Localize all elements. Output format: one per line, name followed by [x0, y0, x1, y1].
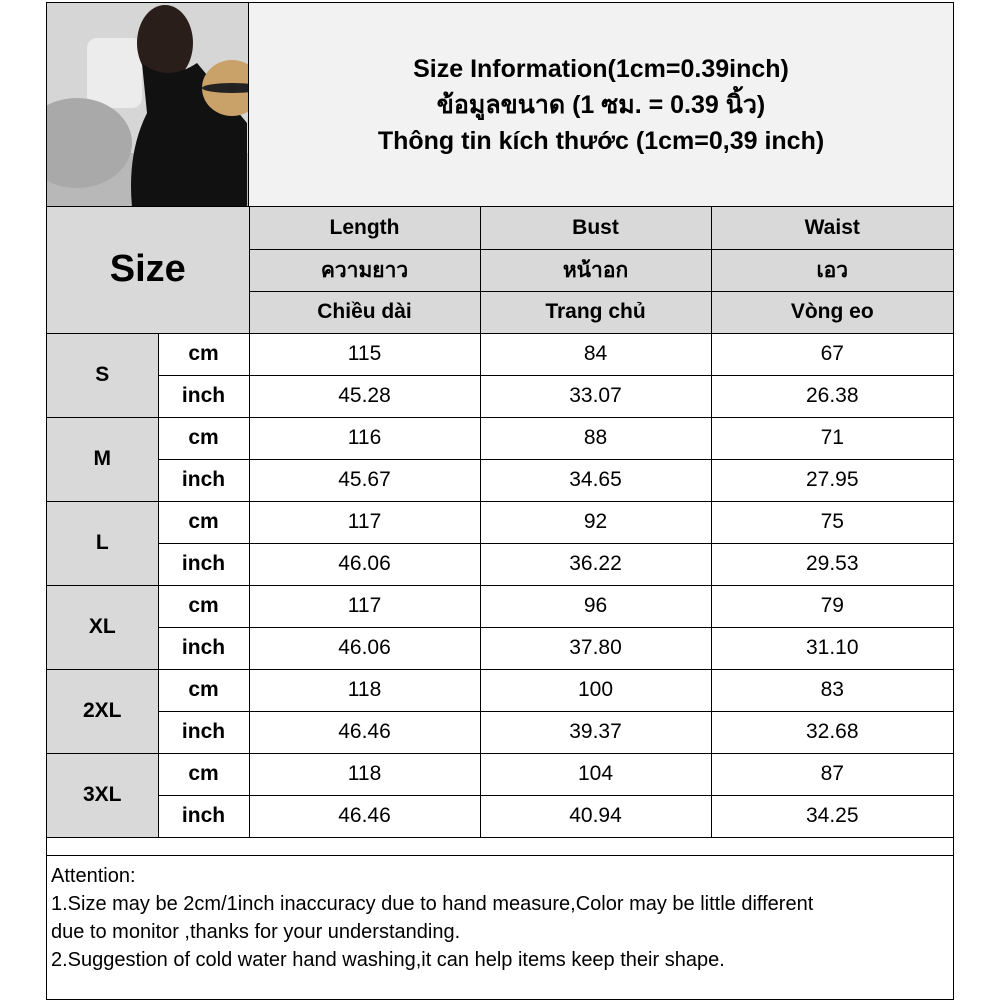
size-header: Size — [47, 207, 249, 333]
title-vietnamese: Thông tin kích thước (1cm=0,39 inch) — [377, 126, 825, 155]
header-row-english — [47, 207, 953, 249]
bust-cm: 104 — [480, 753, 711, 795]
col-bust-th: หน้าอก — [480, 249, 711, 291]
size-s: S — [47, 333, 158, 417]
size-table — [47, 207, 953, 838]
col-bust-en: Bust — [480, 207, 711, 249]
waist-inch: 29.53 — [711, 543, 953, 585]
table-row — [47, 669, 953, 711]
size-m: M — [47, 417, 158, 501]
length-inch: 45.28 — [249, 375, 480, 417]
length-cm: 115 — [249, 333, 480, 375]
unit-cm: cm — [158, 585, 249, 627]
title-english: Size Information(1cm=0.39inch) — [413, 54, 789, 83]
length-cm: 118 — [249, 753, 480, 795]
length-inch: 45.67 — [249, 459, 480, 501]
table-row — [47, 753, 953, 795]
length-cm: 118 — [249, 669, 480, 711]
size-xl: XL — [47, 585, 158, 669]
bust-inch: 36.22 — [480, 543, 711, 585]
col-length-vi: Chiều dài — [249, 291, 480, 333]
size-chart — [46, 2, 954, 1000]
waist-inch: 27.95 — [711, 459, 953, 501]
attention-notes — [47, 855, 953, 999]
col-length-th: ความยาว — [249, 249, 480, 291]
table-row — [47, 585, 953, 627]
table-row — [47, 795, 953, 837]
bust-cm: 96 — [480, 585, 711, 627]
bust-inch: 37.80 — [480, 627, 711, 669]
length-cm: 117 — [249, 501, 480, 543]
bust-inch: 33.07 — [480, 375, 711, 417]
unit-inch: inch — [158, 627, 249, 669]
bust-cm: 88 — [480, 417, 711, 459]
unit-cm: cm — [158, 417, 249, 459]
length-cm: 116 — [249, 417, 480, 459]
table-row — [47, 543, 953, 585]
col-waist-en: Waist — [711, 207, 953, 249]
col-waist-th: เอว — [711, 249, 953, 291]
bust-inch: 39.37 — [480, 711, 711, 753]
table-row — [47, 459, 953, 501]
length-inch: 46.06 — [249, 543, 480, 585]
col-waist-vi: Vòng eo — [711, 291, 953, 333]
length-cm: 117 — [249, 585, 480, 627]
notes-line: 2.Suggestion of cold water hand washing,it can help items keep their shape. — [51, 949, 725, 971]
length-inch: 46.06 — [249, 627, 480, 669]
bust-cm: 100 — [480, 669, 711, 711]
title-thai: ข้อมูลขนาด (1 ซม. = 0.39 นิ้ว) — [436, 90, 766, 119]
waist-cm: 83 — [711, 669, 953, 711]
size-3xl: 3XL — [47, 753, 158, 837]
waist-inch: 26.38 — [711, 375, 953, 417]
unit-inch: inch — [158, 543, 249, 585]
notes-line: due to monitor ,thanks for your understanding. — [51, 921, 461, 943]
table-row — [47, 711, 953, 753]
unit-cm: cm — [158, 669, 249, 711]
col-bust-vi: Trang chủ — [480, 291, 711, 333]
size-2xl: 2XL — [47, 669, 158, 753]
unit-inch: inch — [158, 375, 249, 417]
table-row — [47, 375, 953, 417]
bust-cm: 84 — [480, 333, 711, 375]
notes-line: 1.Size may be 2cm/1inch inaccuracy due to hand measure,Color may be little different — [51, 893, 814, 915]
notes-heading: Attention: — [51, 865, 136, 887]
waist-cm: 71 — [711, 417, 953, 459]
waist-cm: 87 — [711, 753, 953, 795]
unit-inch: inch — [158, 459, 249, 501]
waist-cm: 67 — [711, 333, 953, 375]
table-row — [47, 417, 953, 459]
length-inch: 46.46 — [249, 795, 480, 837]
model-photo — [47, 3, 249, 207]
bust-inch: 40.94 — [480, 795, 711, 837]
size-info-title — [249, 3, 953, 207]
size-l: L — [47, 501, 158, 585]
col-length-en: Length — [249, 207, 480, 249]
model-photo-icon — [47, 3, 249, 207]
unit-cm: cm — [158, 753, 249, 795]
length-inch: 46.46 — [249, 711, 480, 753]
unit-inch: inch — [158, 795, 249, 837]
bust-cm: 92 — [480, 501, 711, 543]
bust-inch: 34.65 — [480, 459, 711, 501]
waist-inch: 32.68 — [711, 711, 953, 753]
waist-inch: 31.10 — [711, 627, 953, 669]
unit-cm: cm — [158, 501, 249, 543]
unit-inch: inch — [158, 711, 249, 753]
unit-cm: cm — [158, 333, 249, 375]
table-row — [47, 333, 953, 375]
waist-cm: 75 — [711, 501, 953, 543]
waist-cm: 79 — [711, 585, 953, 627]
table-row — [47, 501, 953, 543]
table-row — [47, 627, 953, 669]
waist-inch: 34.25 — [711, 795, 953, 837]
